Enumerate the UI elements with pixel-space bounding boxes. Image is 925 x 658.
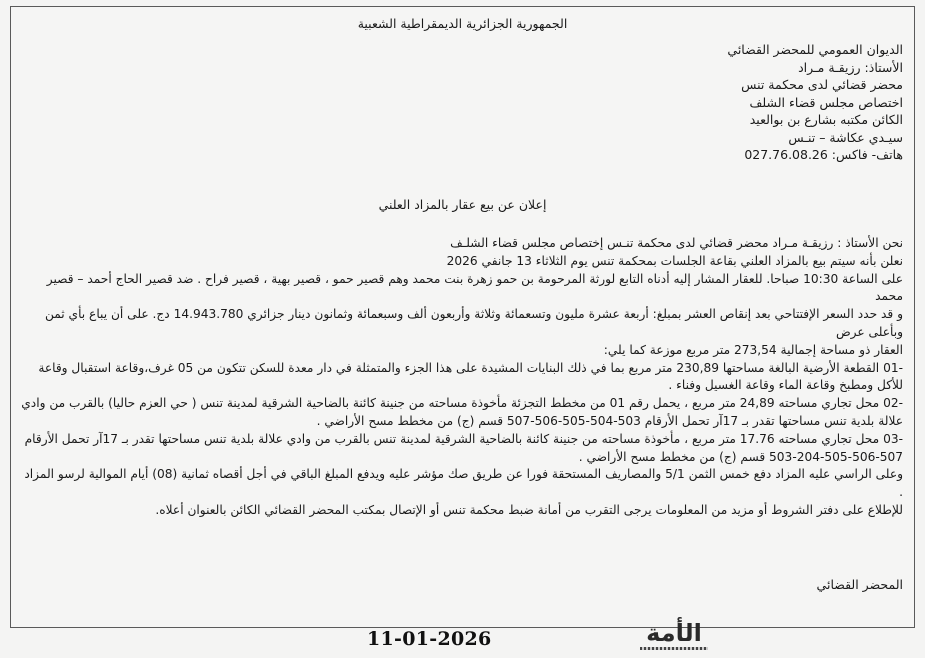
logo-tagline-rule: [640, 647, 708, 650]
office-address: الكائن مكتبه بشارع بن بوالعيد: [749, 112, 903, 127]
logo-text: الأمة: [646, 619, 702, 647]
paragraph-intro: نحن الأستاذ : رزيقـة مـراد محضر قضائي لدى محكمة تنـس إختصاص مجلس قضاء الشلـف: [450, 236, 903, 250]
paragraph-payment-terms: وعلى الراسي عليه المزاد دفع خمس الثمن 5/1 والمصاريف المستحقة فورا عن طريق صك مؤشر عليه ويدفع المبلغ الباقي في أجل أقصاه ثمانية (08) أيام الموالية لرسو المزاد .: [24, 467, 903, 500]
office-city: سيـدي عكاشة – تنـس: [788, 129, 903, 145]
paragraph-total-area: العقار ذو مساحة إجمالية 273,54 متر مربع موزعة كما يلي:: [603, 342, 903, 357]
notice-body: [19, 235, 903, 520]
bailiff-court: محضر قضائي لدى محكمة تنس: [741, 77, 903, 92]
bailiff-office-block: [523, 41, 903, 164]
paragraph-lot-03: -03 محل تجاري مساحته 17.76 متر مربع ، مأخوذة مساحته من جنينة كائنة بالضاحية الشرقية لمدينة تنس بالقرب من وادي علالة بلدية تنس مساحتها تقدر بـ 17آر تحمل الأرقام 507-506-505-204-503 قسم (ج) من مخطط مسح الأراضي .: [24, 431, 903, 464]
publication-date: 11-01-2026: [367, 628, 492, 650]
paragraph-lot-01: -01 القطعة الأرضية البالغة مساحتها 230,89 متر مربع بما في ذلك البنايات المشيدة على هذا الجزء والمتمثلة في دار معدة للسكن تتكون من 05 غرف،وقاعة استقبال وقاعة للأكل ومطبخ وقاعة الماء وقاعة الغسيل وفناء .: [38, 360, 903, 393]
newspaper-logo: [636, 620, 712, 654]
paragraph-heirs: على الساعة 10:30 صباحا. للعقار المشار إليه أدناه التابع لورثة المرحومة بن حمو زهرة بنت محمد وهم قصير حمو ، قصير بهية ، قصير فراح . ضد قصير الحاج أحمد – قصير محمد: [46, 271, 903, 304]
office-phone: هاتف- فاكس: 027.76.08.26: [744, 147, 903, 162]
paragraph-lot-02: -02 محل تجاري مساحته 24,89 متر مربع ، يحمل رقم 01 من مخطط التجزئة مأخوذة مساحته من جنينة كائنة بالضاحية الشرقية لمدينة تنس ( حي العزم حاليا) بالقرب من وادي علالة بلدية تنس مساحتها تقدر بـ 17آر تحمل الأرقام 503-504-505-506-507 قسم (ج) من مخطط مسح الأراضي .: [21, 396, 903, 428]
republic-heading: الجمهورية الجزائرية الديمقراطية الشعبية: [357, 16, 568, 31]
paragraph-sale-date: نعلن بأنه سيتم بيع بالمزاد العلني بقاعة الجلسات بمحكمة تنس يوم الثلاثاء 13 جانفي 2026: [446, 253, 903, 268]
notice-title: إعلان عن بيع عقار بالمزاد العلني: [378, 197, 547, 212]
office-name: الديوان العمومي للمحضر القضائي: [727, 42, 903, 57]
paragraph-contact: للإطلاع على دفتر الشروط أو مزيد من المعلومات يرجى التقرب من أمانة ضبط محكمة تنس أو الإتصال بمكتب المحضر القضائي الكائن بالعنوان أعلاه.: [155, 502, 903, 517]
auction-notice: [10, 6, 915, 628]
bailiff-name: الأستاذ: رزيقـة مـراد: [798, 59, 903, 75]
bailiff-jurisdiction: اختصاص مجلس قضاء الشلف: [749, 94, 903, 110]
paragraph-opening-price: و قد حدد السعر الإفتتاحي بعد إنقاص العشر بمبلغ: أربعة عشرة مليون وتسعمائة وثلاثة وأربعون ألف وسبعمائة وثمانون دينار جزائري 14.943.780 دج. على أن يباع بأي ثمن وبأعلى عرض: [44, 307, 903, 339]
signature: المحضر القضائي: [816, 577, 903, 592]
